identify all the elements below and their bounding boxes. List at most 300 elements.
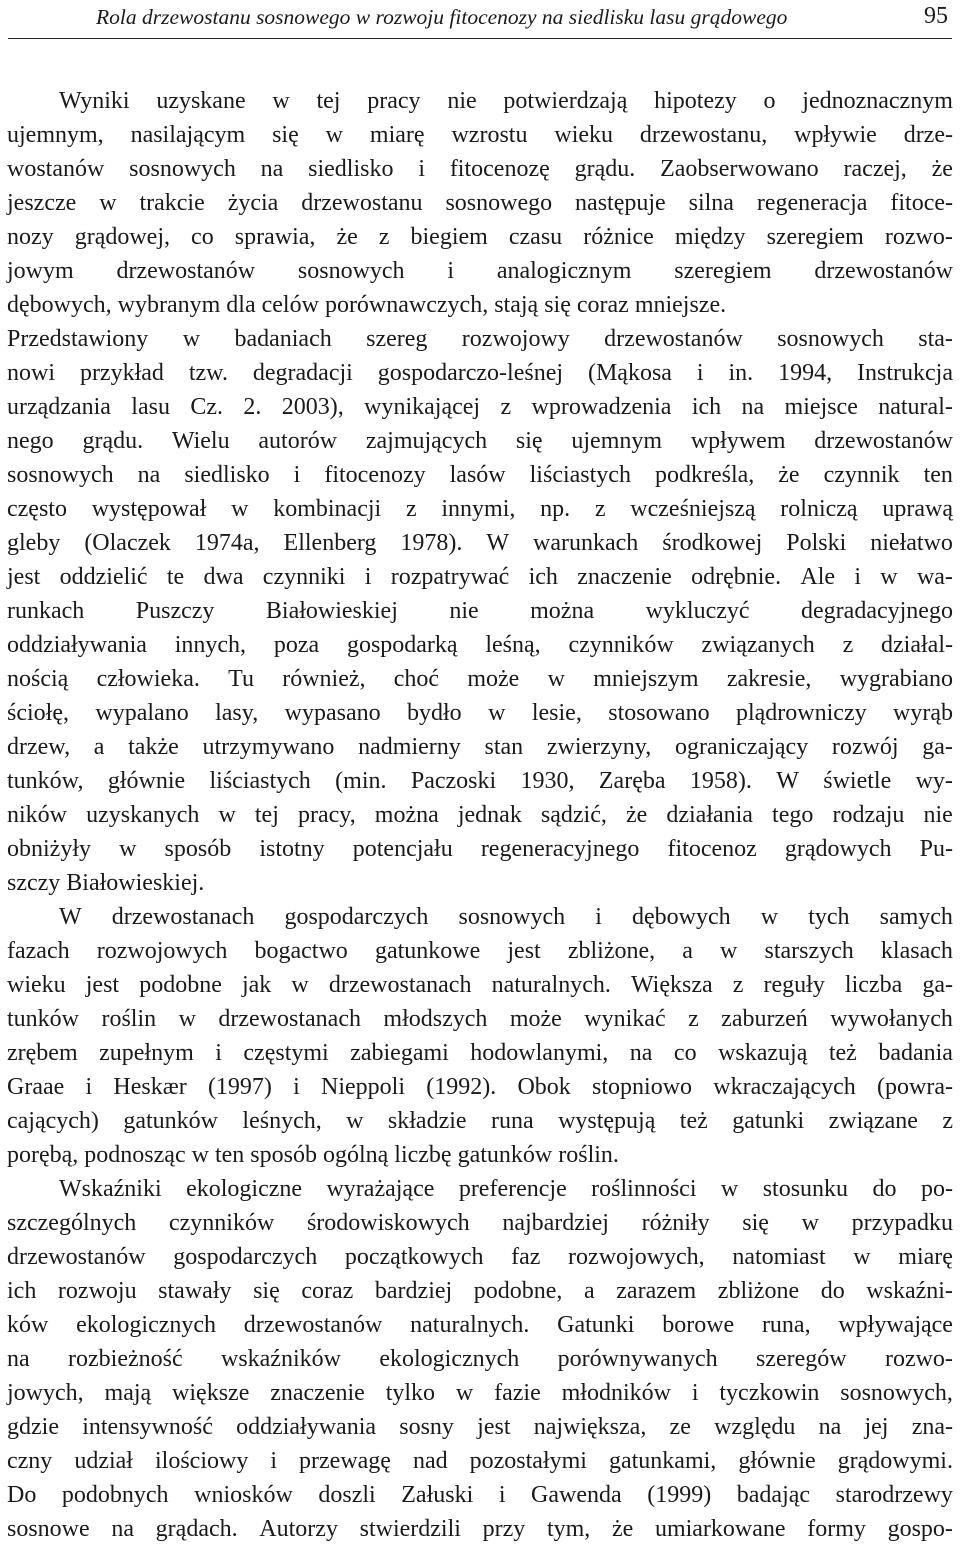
- word: częstymi: [243, 1040, 329, 1066]
- word: intensywność: [82, 1414, 213, 1440]
- word: do: [820, 1278, 845, 1304]
- word: tylko: [385, 1380, 436, 1406]
- word: Obok: [517, 1074, 571, 1100]
- text-line: [7, 152, 953, 186]
- page-number: 95: [924, 3, 948, 29]
- word: drzewostanach: [328, 972, 472, 998]
- word: wywołanych: [830, 1006, 953, 1032]
- word: lasu: [131, 394, 170, 420]
- word: i: [364, 564, 372, 590]
- word: zabiegami: [350, 1040, 449, 1066]
- word: tunków: [7, 1006, 79, 1032]
- word: jowych,: [7, 1380, 84, 1406]
- word: większe: [172, 1380, 250, 1406]
- word: stosowano: [608, 700, 710, 726]
- word: w: [720, 938, 738, 964]
- word: i: [498, 1482, 506, 1508]
- word: jest: [507, 938, 541, 964]
- word: w: [218, 802, 236, 828]
- word: rolniczą: [780, 496, 858, 522]
- word: siedlisko: [308, 156, 394, 182]
- word: ga-: [922, 734, 953, 760]
- word: gospodarczych: [284, 904, 429, 930]
- word: Przedstawiony: [7, 326, 149, 352]
- word: naturalnych.: [410, 1312, 530, 1338]
- word: udział: [74, 1448, 133, 1474]
- word: z: [594, 496, 606, 522]
- text-line: [7, 1206, 953, 1240]
- word: i: [85, 1074, 93, 1100]
- word: uzyskane: [156, 88, 246, 114]
- word: środkowej: [662, 530, 763, 556]
- word: i: [293, 1074, 300, 1100]
- word: stają: [494, 292, 545, 318]
- word: ten: [923, 462, 953, 488]
- word: runa: [490, 1108, 534, 1134]
- word: porównawczych,: [324, 292, 495, 318]
- word: w: [231, 496, 249, 522]
- word: badaniach: [234, 326, 332, 352]
- word: przewagę: [299, 1448, 391, 1474]
- word: szeregów: [755, 1346, 847, 1372]
- word: lasów: [449, 462, 506, 488]
- word: zarazem: [616, 1278, 697, 1304]
- word: w: [178, 1006, 196, 1032]
- word: fitocenozę: [449, 156, 550, 182]
- word: rozwoju: [57, 1278, 137, 1304]
- text-line: [7, 526, 953, 560]
- word: wa-: [916, 564, 953, 590]
- word: roślin.: [558, 1142, 619, 1168]
- word: w: [720, 1176, 739, 1202]
- word: rozpatrywać: [390, 564, 510, 590]
- word: sosnowe: [7, 1516, 90, 1542]
- word: składzie: [387, 1108, 467, 1134]
- word: (1992).: [426, 1074, 497, 1100]
- word: 1958).: [689, 768, 752, 794]
- text-line: [7, 730, 953, 764]
- word: podkreśla,: [654, 462, 755, 488]
- text-line: [7, 1070, 953, 1104]
- word: jest: [85, 972, 120, 998]
- word: 2.: [243, 394, 262, 420]
- word: tej: [316, 88, 341, 114]
- word: (1999): [647, 1482, 712, 1508]
- word: podobnych: [61, 1482, 169, 1508]
- word: sądzić,: [540, 802, 607, 828]
- word: hipotezy: [654, 88, 737, 114]
- word: lesie,: [531, 700, 582, 726]
- word: nowi: [7, 360, 55, 386]
- word: i: [270, 1448, 277, 1474]
- word: sosnowego: [445, 190, 553, 216]
- word: ogólną: [322, 1142, 395, 1168]
- word: sosnowych: [129, 156, 236, 182]
- text-line: [7, 696, 953, 730]
- text-line: [7, 1376, 953, 1410]
- word: drzew,: [7, 734, 71, 760]
- word: formy: [807, 1516, 866, 1542]
- word: przy: [482, 1516, 526, 1542]
- word: biegiem: [410, 224, 488, 250]
- word: fazach: [7, 938, 70, 964]
- word: celów: [261, 292, 325, 318]
- word: Białowieskiej.: [66, 870, 205, 896]
- word: degradacji: [252, 360, 353, 386]
- word: a: [93, 734, 105, 760]
- text-line: [7, 1138, 953, 1172]
- word: oddziaływania: [7, 632, 147, 658]
- word: Wyniki: [59, 88, 130, 114]
- word: sposób: [250, 1142, 323, 1168]
- text-line: [7, 424, 953, 458]
- word: sosny: [399, 1414, 454, 1440]
- word: różniły: [641, 1210, 710, 1236]
- word: uzyskanych: [86, 802, 200, 828]
- word: siedlisko: [184, 462, 270, 488]
- word: na: [741, 394, 765, 420]
- word: sosnowych: [777, 326, 884, 352]
- word: (Mąkosa: [587, 360, 672, 386]
- word: kombinacji: [273, 496, 382, 522]
- word: w: [99, 190, 117, 216]
- word: bydło: [407, 700, 462, 726]
- word: podobne: [139, 972, 222, 998]
- word: się: [544, 292, 577, 318]
- word: nie: [449, 598, 479, 624]
- word: czasu: [508, 224, 563, 250]
- word: ilościowy: [154, 1448, 249, 1474]
- word: ekologicznych: [379, 1346, 520, 1372]
- word: ich: [7, 1278, 37, 1304]
- word: innych,: [174, 632, 247, 658]
- text-line: [59, 900, 953, 934]
- word: środowiskowych: [306, 1210, 470, 1236]
- word: największa,: [533, 1414, 647, 1440]
- word: wskaźni-: [866, 1278, 953, 1304]
- text-line: [7, 594, 953, 628]
- word: reguły: [763, 972, 825, 998]
- word: 1974a,: [194, 530, 260, 556]
- word: rozwojowych,: [568, 1244, 705, 1270]
- word: gatunków: [457, 1142, 559, 1168]
- word: poza: [273, 632, 320, 658]
- word: Cz.: [190, 394, 224, 420]
- word: może: [509, 1006, 562, 1032]
- word: zwierzyny,: [546, 734, 652, 760]
- word: człowieka.: [96, 666, 200, 692]
- word: ujemnym,: [7, 122, 104, 148]
- word: w: [325, 122, 344, 148]
- word: 1978).: [400, 530, 463, 556]
- word: sprawia,: [234, 224, 316, 250]
- word: naturalnych.: [491, 972, 611, 998]
- word: nością: [7, 666, 69, 692]
- word: czny: [7, 1448, 53, 1474]
- word: utrzymywano: [202, 734, 335, 760]
- word: drzewostanów: [814, 258, 953, 284]
- word: grądu.: [574, 156, 636, 182]
- word: jej: [864, 1414, 889, 1440]
- word: wybranym: [117, 292, 227, 318]
- word: w: [191, 1142, 215, 1168]
- text-line: [7, 1240, 953, 1274]
- word: drzewostanach: [218, 1006, 361, 1032]
- word: W: [486, 530, 510, 556]
- word: z: [942, 1108, 953, 1134]
- word: wpływające: [838, 1312, 953, 1338]
- word: na: [629, 1040, 653, 1066]
- text-line: [7, 1274, 953, 1308]
- word: na: [111, 1516, 134, 1542]
- text-line: [7, 934, 953, 968]
- word: różnice: [583, 224, 654, 250]
- word: gatunkowe: [374, 938, 481, 964]
- word: drzewostanów: [116, 258, 256, 284]
- word: nego: [7, 428, 54, 454]
- word: Heskær: [113, 1074, 187, 1100]
- word: wynikającej: [364, 394, 481, 420]
- word: wygrabiano: [839, 666, 953, 692]
- word: głównie: [738, 1448, 816, 1474]
- word: występują: [558, 1108, 656, 1134]
- word: dwa: [203, 564, 244, 590]
- word: gdzie: [7, 1414, 59, 1440]
- word: się: [515, 428, 543, 454]
- word: gospodarką: [346, 632, 458, 658]
- word: w: [272, 88, 290, 114]
- word: jowym: [7, 258, 74, 284]
- word: wypalano: [95, 700, 189, 726]
- word: tej: [254, 802, 279, 828]
- word: 2003),: [281, 394, 344, 420]
- word: czynniki: [262, 564, 346, 590]
- word: autorów: [258, 428, 338, 454]
- word: zbliżone: [717, 1278, 800, 1304]
- word: rozwojowy: [461, 326, 570, 352]
- word: gospo-: [887, 1516, 953, 1542]
- word: zakresie,: [726, 666, 812, 692]
- word: w: [547, 666, 565, 692]
- word: młodszych: [383, 1006, 488, 1032]
- word: pracy: [367, 88, 421, 114]
- word: leśną,: [485, 632, 541, 658]
- word: szczególnych: [7, 1210, 137, 1236]
- word: zajmujących: [365, 428, 488, 454]
- word: na: [137, 462, 161, 488]
- word: i: [215, 1040, 222, 1066]
- word: sosnowych: [7, 462, 114, 488]
- text-line: [7, 1444, 953, 1478]
- word: wprowadzenia: [531, 394, 672, 420]
- word: stawały: [158, 1278, 232, 1304]
- word: w: [801, 1210, 819, 1236]
- word: obniżyły: [7, 836, 91, 862]
- word: wskazują: [718, 1040, 808, 1066]
- word: bardziej: [374, 1278, 453, 1304]
- word: miarę: [369, 122, 425, 148]
- word: wkraczających: [713, 1074, 856, 1100]
- word: Do: [7, 1482, 37, 1508]
- word: Autorzy: [259, 1516, 338, 1542]
- word: degradacyjnego: [801, 598, 953, 624]
- word: w: [853, 1244, 871, 1270]
- word: i: [595, 904, 602, 930]
- word: nad: [412, 1448, 448, 1474]
- word: Ellenberg: [283, 530, 377, 556]
- word: regeneracyjnego: [480, 836, 640, 862]
- word: 1930,: [520, 768, 575, 794]
- word: gospodarczych: [173, 1244, 318, 1270]
- text-line: [7, 288, 953, 322]
- word: wyrażające: [326, 1176, 435, 1202]
- word: nie: [923, 802, 953, 828]
- word: porębą,: [7, 1142, 85, 1168]
- word: głównie: [107, 768, 186, 794]
- word: natomiast: [732, 1244, 826, 1270]
- word: wieku: [554, 122, 614, 148]
- word: ten: [214, 1142, 251, 1168]
- word: wniosków: [194, 1482, 293, 1508]
- word: i: [696, 360, 704, 386]
- word: sosnowych: [297, 258, 405, 284]
- word: nozy: [7, 224, 54, 250]
- text-line: [7, 1342, 953, 1376]
- word: z: [500, 394, 512, 420]
- text-line: [7, 1410, 953, 1444]
- text-line: [7, 628, 953, 662]
- word: następuje: [575, 190, 666, 216]
- word: wyrąb: [893, 700, 953, 726]
- word: w: [488, 700, 506, 726]
- word: podnosząc: [84, 1142, 192, 1168]
- word: fitocenozy: [324, 462, 426, 488]
- word: natural-: [878, 394, 953, 420]
- text-line: [7, 322, 953, 356]
- word: trakcie: [139, 190, 205, 216]
- word: drzewostanu: [301, 190, 423, 216]
- word: in.: [728, 360, 754, 386]
- word: najbardziej: [502, 1210, 609, 1236]
- word: w: [760, 904, 779, 930]
- word: rozbieżność: [68, 1346, 183, 1372]
- word: stan: [484, 734, 524, 760]
- word: fitocenoz: [667, 836, 757, 862]
- word: istotny: [259, 836, 325, 862]
- word: wy-: [915, 768, 953, 794]
- word: w: [182, 326, 201, 352]
- word: potencjału: [352, 836, 453, 862]
- word: drzewostanów: [7, 1244, 146, 1270]
- word: często: [7, 496, 67, 522]
- word: z: [378, 224, 390, 250]
- word: i: [418, 156, 425, 182]
- word: Nieppoli: [321, 1074, 406, 1100]
- text-line: [7, 458, 953, 492]
- word: samych: [879, 904, 953, 930]
- word: drzewostanów: [604, 326, 743, 352]
- word: szeregiem: [766, 224, 864, 250]
- word: zrębem: [7, 1040, 78, 1066]
- word: plądrowniczy: [735, 700, 867, 726]
- text-line: [7, 186, 953, 220]
- word: z: [688, 1006, 699, 1032]
- word: np.: [540, 496, 571, 522]
- word: ze: [669, 1414, 691, 1440]
- word: mniejsze.: [634, 292, 727, 318]
- word: roślinności: [591, 1176, 697, 1202]
- word: się: [272, 122, 299, 148]
- word: na: [818, 1414, 842, 1440]
- word: ograniczający: [674, 734, 809, 760]
- word: i: [691, 1380, 699, 1406]
- word: analogicznym: [496, 258, 632, 284]
- word: z: [842, 632, 854, 658]
- word: wostanów: [7, 156, 105, 182]
- text-line: [7, 798, 953, 832]
- word: że: [336, 224, 358, 250]
- text-line: [7, 764, 953, 798]
- word: jednak: [457, 802, 522, 828]
- word: działal-: [881, 632, 953, 658]
- word: z: [732, 972, 744, 998]
- word: Zaręba: [598, 768, 666, 794]
- text-line: [7, 220, 953, 254]
- word: runa,: [761, 1312, 811, 1338]
- word: doszli: [318, 1482, 376, 1508]
- word: że: [931, 156, 953, 182]
- word: ga-: [922, 972, 953, 998]
- word: rozwój: [831, 734, 899, 760]
- word: nie: [447, 88, 477, 114]
- word: zaburzeń: [721, 1006, 808, 1032]
- text-line: [7, 662, 953, 696]
- word: preferencje: [458, 1176, 567, 1202]
- word: czynników: [168, 1210, 275, 1236]
- word: w: [455, 1380, 474, 1406]
- word: szczy: [7, 870, 67, 896]
- word: W: [776, 768, 799, 794]
- word: o: [763, 88, 776, 114]
- word: gatunków: [123, 1108, 218, 1134]
- word: życia: [227, 190, 279, 216]
- word: mają: [104, 1380, 152, 1406]
- word: wynikać: [584, 1006, 666, 1032]
- word: klasach: [880, 938, 953, 964]
- text-line: [7, 560, 953, 594]
- word: wypasano: [284, 700, 381, 726]
- word: urządzania: [7, 394, 111, 420]
- text-line: [7, 118, 953, 152]
- word: liściastych: [209, 768, 311, 794]
- word: porównywanych: [557, 1346, 718, 1372]
- word: drzewostanów: [814, 428, 953, 454]
- word: dębowych: [632, 904, 731, 930]
- word: choć: [393, 666, 440, 692]
- word: wskaźników: [220, 1346, 341, 1372]
- word: bogactwo: [254, 938, 348, 964]
- word: runkach: [7, 598, 85, 624]
- word: niełatwo: [870, 530, 953, 556]
- word: Instrukcja: [857, 360, 953, 386]
- word: starszych: [764, 938, 854, 964]
- word: stopniowo: [592, 1074, 693, 1100]
- word: (powra-: [877, 1074, 953, 1100]
- word: roślin: [101, 1006, 157, 1032]
- word: występował: [91, 496, 207, 522]
- word: mniejszym: [593, 666, 699, 692]
- word: grądu.: [82, 428, 144, 454]
